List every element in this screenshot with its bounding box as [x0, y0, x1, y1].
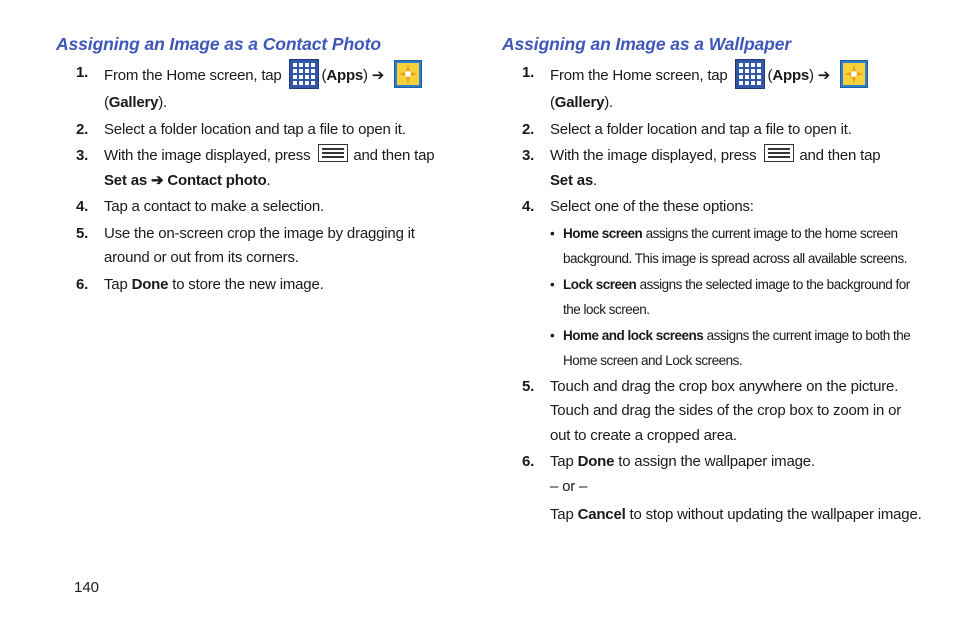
step-text: With the image displayed, press [550, 147, 757, 164]
bullet: • [550, 276, 555, 292]
option-term: Lock screen [563, 276, 637, 292]
step-text: to store the new image. [172, 275, 324, 293]
step-4 [56, 195, 446, 220]
paren-close: ). [604, 94, 614, 111]
step-text: Tap [550, 453, 574, 470]
step-number: 6. [76, 275, 89, 293]
step-text: and then tap [799, 147, 881, 164]
step-text: From the Home screen, tap [550, 66, 728, 84]
period: . [266, 171, 271, 189]
option-lock-screen [550, 272, 922, 322]
bullet: • [550, 327, 555, 343]
section-heading-wallpaper: Assigning an Image as a Wallpaper [502, 34, 792, 54]
arrow-text: ) ➔ [363, 66, 385, 84]
gallery-label: Gallery [108, 94, 159, 111]
paren-open: ( [767, 66, 773, 84]
apps-label: Apps [326, 66, 364, 84]
option-description: assigns the current image to both the Home screen and Lock screens. [563, 327, 911, 368]
step-2 [502, 118, 922, 143]
step-6 [56, 273, 446, 298]
section-heading-contact-photo: Assigning an Image as a Contact Photo [56, 34, 381, 54]
arrow-text: ➔ [151, 171, 164, 189]
option-term: Home screen [563, 225, 643, 241]
step-text: From the Home screen, tap [104, 66, 282, 84]
step-text: Tap [550, 506, 574, 523]
step-1 [56, 61, 446, 116]
step-1 [502, 61, 922, 116]
step-text: to assign the wallpaper image. [618, 453, 815, 470]
step-number: 4. [76, 198, 89, 215]
apps-grid-icon [735, 59, 765, 89]
option-term: Home and lock screens [563, 327, 704, 343]
apps-grid-icon [289, 59, 319, 89]
set-as-label: Set as [104, 171, 147, 189]
gallery-icon [840, 60, 868, 88]
step-4 [502, 195, 922, 373]
option-home-screen [550, 221, 922, 271]
step-number: 4. [522, 198, 535, 215]
menu-key-icon [764, 144, 794, 162]
step-text: Touch and drag the crop box anywhere on the picture. Touch and drag the sides of the crop box to zoom in or out to create a cropped area. [550, 377, 902, 444]
step-text: to stop without updating the wallpaper image. [629, 506, 922, 523]
step-number: 5. [76, 224, 89, 242]
step-number: 1. [522, 64, 535, 81]
paren-open: ( [321, 66, 327, 84]
step-number: 3. [522, 147, 535, 164]
contact-photo-label: Contact photo [167, 171, 267, 189]
option-home-and-lock [550, 323, 922, 373]
step-text: Use the on-screen crop the image by dragging it around or out from its corners. [104, 224, 415, 266]
menu-key-icon [318, 144, 348, 162]
set-as-label: Set as [550, 171, 593, 189]
paren-open: ( [104, 94, 109, 111]
left-column [56, 34, 446, 299]
step-number: 1. [76, 64, 89, 81]
step-6 [502, 450, 922, 528]
step-text: Select one of the these options: [550, 198, 754, 215]
step-text: Select a folder location and tap a file to open it. [104, 120, 406, 138]
option-description: assigns the selected image to the background for the lock screen. [563, 276, 910, 317]
right-column [502, 34, 922, 530]
step-text: Tap [104, 275, 128, 293]
step-number: 2. [522, 120, 535, 138]
step-number: 2. [76, 120, 89, 138]
cancel-label: Cancel [577, 506, 626, 523]
paren-close: ). [158, 94, 168, 111]
apps-label: Apps [772, 66, 810, 84]
step-2 [56, 118, 446, 143]
step-text: Tap a contact to make a selection. [104, 198, 324, 215]
step-5 [502, 375, 922, 449]
done-label: Done [577, 453, 615, 470]
step-3 [56, 144, 446, 193]
step-text: With the image displayed, press [104, 147, 311, 164]
step-number: 6. [522, 453, 535, 470]
option-description: assigns the current image to the home screen background. This image is spread across all available screens. [563, 225, 907, 266]
paren-open: ( [550, 94, 555, 111]
step-5 [56, 222, 446, 271]
bullet: • [550, 225, 555, 241]
done-label: Done [131, 275, 169, 293]
step-text: and then tap [353, 147, 435, 164]
gallery-icon [394, 60, 422, 88]
or-separator: – or – [550, 477, 588, 495]
arrow-text: ) ➔ [809, 66, 831, 84]
page-number: 140 [74, 579, 100, 596]
cancel-instruction [550, 503, 922, 528]
step-number: 5. [522, 377, 535, 395]
period: . [593, 171, 597, 189]
step-3 [502, 144, 922, 193]
step-text: Select a folder location and tap a file to open it. [550, 120, 852, 138]
gallery-label: Gallery [554, 94, 605, 111]
step-number: 3. [76, 147, 89, 164]
